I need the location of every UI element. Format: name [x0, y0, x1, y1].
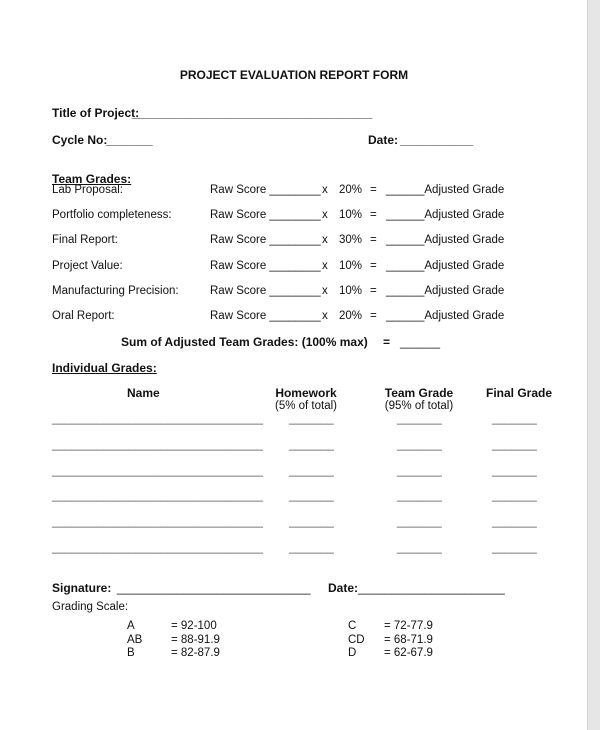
team-row-equals: = [370, 284, 377, 297]
team-row-weight: 10% [339, 284, 363, 297]
team-grade-row [0, 184, 588, 202]
team-row-raw-score[interactable]: Raw Score ________ [210, 259, 321, 272]
date-label: Date: [368, 133, 399, 147]
individual-homework-field[interactable]: _______ [289, 413, 334, 425]
team-row-weight: 10% [339, 209, 363, 222]
team-row-adjusted-grade[interactable]: ______Adjusted Grade [386, 184, 505, 196]
individual-name-field[interactable]: _________________________________ [52, 542, 264, 554]
grade-range: = 82-87.9 [171, 647, 220, 659]
individual-grades-heading: Individual Grades: [52, 361, 157, 375]
col-team-subheader: (95% of total) [384, 400, 454, 412]
signature-label: Signature: [52, 581, 112, 595]
col-homework-subheader: (5% of total) [275, 400, 337, 412]
grade-range: = 62-67.9 [384, 647, 433, 659]
grade-range: = 68-71.9 [384, 633, 433, 646]
individual-team-grade-field[interactable]: _______ [397, 516, 442, 529]
sum-label: Sum of Adjusted Team Grades: (100% max) [121, 335, 368, 349]
grade-letter: C [348, 620, 357, 632]
page-margin-scrollbar[interactable] [587, 0, 600, 730]
team-row-raw-score[interactable]: Raw Score ________ [210, 209, 321, 222]
team-grade-row [0, 310, 588, 328]
grade-range: = 72-77.9 [384, 620, 433, 632]
team-row-multiply: x [322, 184, 328, 196]
individual-team-grade-field[interactable]: _______ [397, 413, 442, 425]
footer-date-label: Date: [328, 581, 359, 595]
individual-name-field[interactable]: _________________________________ [52, 413, 264, 425]
grade-letter: CD [348, 633, 365, 646]
team-row-multiply: x [322, 209, 328, 222]
grade-letter: A [127, 620, 135, 632]
individual-grade-row [0, 439, 588, 457]
individual-final-grade-field[interactable]: _______ [492, 464, 537, 477]
team-row-weight: 30% [339, 234, 363, 247]
date-field[interactable]: ___________ [400, 133, 474, 147]
individual-name-field[interactable]: _________________________________ [52, 490, 264, 503]
individual-homework-field[interactable]: _______ [289, 542, 334, 554]
individual-final-grade-field[interactable]: _______ [492, 413, 537, 425]
individual-grade-row [0, 413, 588, 431]
team-row-adjusted-grade[interactable]: ______Adjusted Grade [386, 234, 505, 247]
individual-final-grade-field[interactable]: _______ [492, 490, 537, 503]
sum-equals: = [383, 335, 391, 349]
team-row-weight: 10% [339, 259, 363, 272]
individual-name-field[interactable]: _________________________________ [52, 464, 264, 477]
team-row-equals: = [370, 184, 377, 196]
grade-letter: AB [127, 633, 143, 646]
team-row-adjusted-grade[interactable]: ______Adjusted Grade [386, 259, 505, 272]
team-row-weight: 20% [339, 184, 363, 196]
form-title: PROJECT EVALUATION REPORT FORM [179, 68, 409, 82]
cycle-field[interactable]: _______ [106, 133, 153, 147]
team-row-label: Portfolio completeness: [52, 209, 172, 222]
team-grade-row [0, 234, 588, 252]
individual-grade-row [0, 542, 588, 560]
individual-name-field[interactable]: _________________________________ [52, 516, 264, 529]
individual-homework-field[interactable]: _______ [289, 490, 334, 503]
team-row-multiply: x [322, 284, 328, 297]
team-row-equals: = [370, 310, 377, 322]
individual-team-grade-field[interactable]: _______ [397, 490, 442, 503]
individual-homework-field[interactable]: _______ [289, 464, 334, 477]
individual-homework-field[interactable]: _______ [289, 438, 334, 451]
team-row-weight: 20% [339, 310, 363, 322]
col-name-header: Name [127, 386, 160, 400]
team-row-equals: = [370, 259, 377, 272]
individual-team-grade-field[interactable]: _______ [397, 438, 442, 451]
individual-final-grade-field[interactable]: _______ [492, 542, 537, 554]
team-row-adjusted-grade[interactable]: ______Adjusted Grade [386, 209, 505, 222]
team-row-raw-score[interactable]: Raw Score ________ [210, 234, 321, 247]
team-row-equals: = [370, 209, 377, 222]
team-grades-heading: Team Grades: [52, 172, 132, 186]
col-team-header: Team Grade [384, 386, 454, 400]
team-row-label: Final Report: [52, 234, 118, 247]
team-row-multiply: x [322, 310, 328, 322]
individual-homework-field[interactable]: _______ [289, 516, 334, 529]
footer-date-field[interactable]: ______________________ [358, 581, 505, 595]
individual-team-grade-field[interactable]: _______ [397, 464, 442, 477]
grade-range: = 92-100 [171, 620, 217, 632]
team-grade-row [0, 285, 588, 303]
grade-letter: B [127, 647, 135, 659]
team-row-multiply: x [322, 259, 328, 272]
individual-grade-row [0, 465, 588, 483]
col-homework-header: Homework [275, 386, 337, 400]
project-title-field[interactable]: ____________________________________ [132, 106, 373, 120]
individual-grade-row [0, 516, 588, 534]
grade-range: = 88-91.9 [171, 633, 220, 646]
grade-letter: D [348, 647, 357, 659]
team-row-label: Project Value: [52, 259, 123, 272]
cycle-label: Cycle No: [52, 133, 108, 147]
signature-field[interactable]: _____________________________ [117, 581, 311, 595]
team-row-equals: = [370, 234, 377, 247]
project-title-label: Title of Project: [52, 106, 140, 120]
team-grade-row [0, 209, 588, 227]
team-row-raw-score[interactable]: Raw Score ________ [210, 310, 321, 322]
individual-name-field[interactable]: _________________________________ [52, 438, 264, 451]
team-grade-row [0, 260, 588, 278]
individual-final-grade-field[interactable]: _______ [492, 438, 537, 451]
team-row-raw-score[interactable]: Raw Score ________ [210, 284, 321, 297]
team-row-raw-score[interactable]: Raw Score ________ [210, 184, 321, 196]
team-row-multiply: x [322, 234, 328, 247]
team-row-label: Lab Proposal: [52, 184, 123, 196]
sum-field[interactable]: ______ [400, 335, 441, 349]
individual-team-grade-field[interactable]: _______ [397, 542, 442, 554]
team-row-adjusted-grade[interactable]: ______Adjusted Grade [386, 310, 505, 322]
team-row-label: Manufacturing Precision: [52, 284, 179, 297]
team-row-adjusted-grade[interactable]: ______Adjusted Grade [386, 284, 505, 297]
team-row-label: Oral Report: [52, 310, 115, 322]
grading-scale-label: Grading Scale: [52, 601, 129, 613]
individual-final-grade-field[interactable]: _______ [492, 516, 537, 529]
col-final-header: Final Grade [486, 386, 553, 400]
individual-grade-row [0, 490, 588, 508]
